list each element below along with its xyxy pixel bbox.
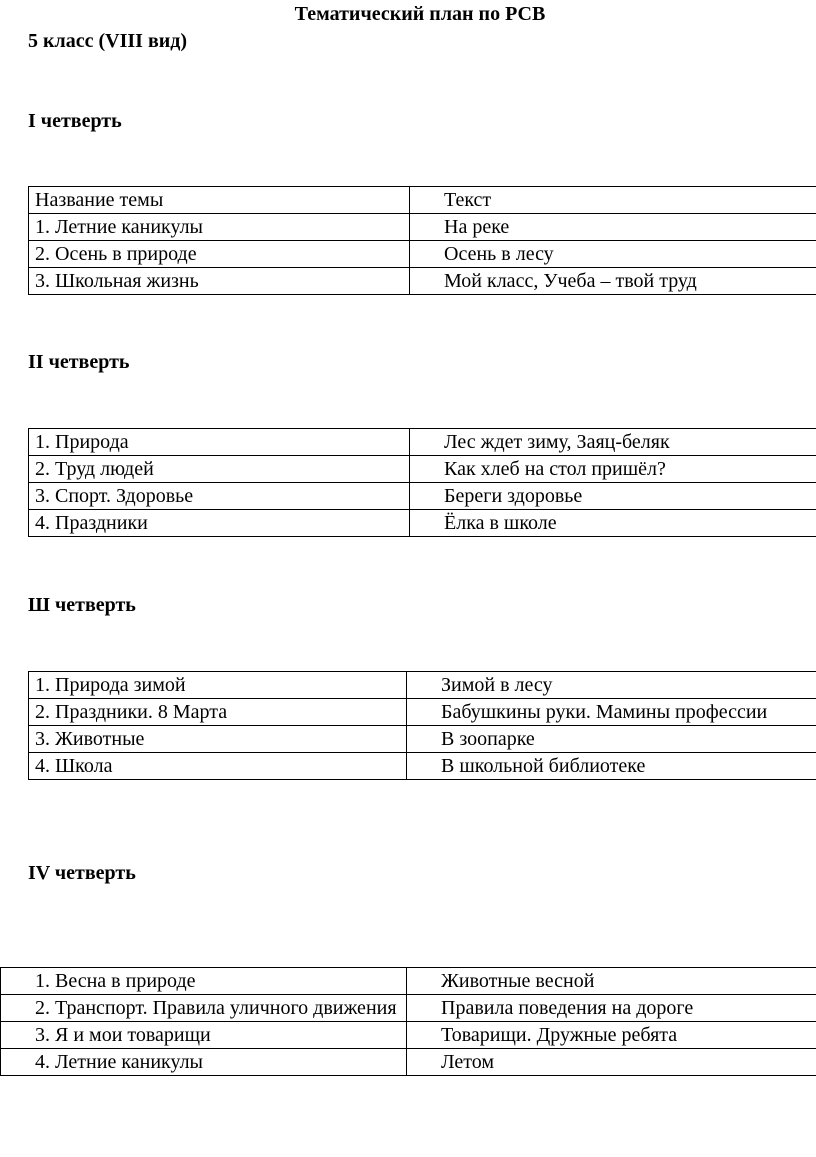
text-cell: Лес ждет зиму, Заяц-беляк <box>410 429 816 456</box>
table-row <box>29 187 816 214</box>
text-cell: На реке <box>410 214 816 241</box>
topic-cell: 2. Труд людей <box>29 456 410 483</box>
quarter-heading: II четверть <box>28 351 130 373</box>
document-title: Тематический план по РСВ <box>294 3 546 25</box>
table-row <box>1 995 816 1022</box>
topic-cell: 3. Школьная жизнь <box>29 268 410 295</box>
quarter-table <box>28 186 816 295</box>
quarter-heading: IV четверть <box>28 862 136 884</box>
table-row <box>29 483 816 510</box>
grade-subtitle: 5 класс (VIII вид) <box>28 30 188 52</box>
table-row <box>29 753 816 780</box>
topic-cell: 2. Праздники. 8 Марта <box>29 699 407 726</box>
table-row <box>1 1022 816 1049</box>
text-cell: Зимой в лесу <box>407 672 816 699</box>
text-cell: Летом <box>407 1049 816 1076</box>
topic-cell: 1. Природа <box>29 429 410 456</box>
quarter-table <box>28 428 816 537</box>
text-cell: Мой класс, Учеба – твой труд <box>410 268 816 295</box>
text-cell: В школьной библиотеке <box>407 753 816 780</box>
table-row <box>29 510 816 537</box>
text-cell: В зоопарке <box>407 726 816 753</box>
topic-cell: 4. Школа <box>29 753 407 780</box>
table-row <box>29 456 816 483</box>
quarter-heading: Ш четверть <box>28 594 136 616</box>
quarter-table <box>28 671 816 780</box>
topic-cell: 1. Природа зимой <box>29 672 407 699</box>
table-header-cell: Текст <box>410 187 816 214</box>
table-row <box>29 241 816 268</box>
topic-cell: 3. Животные <box>29 726 407 753</box>
text-cell: Береги здоровье <box>410 483 816 510</box>
topic-cell: 1. Весна в природе <box>1 968 407 995</box>
table-row <box>29 214 816 241</box>
text-cell: Ёлка в школе <box>410 510 816 537</box>
table-row <box>29 429 816 456</box>
table-row <box>29 699 816 726</box>
table-row <box>1 968 816 995</box>
topic-cell: 4. Праздники <box>29 510 410 537</box>
table-row <box>29 672 816 699</box>
table-header-cell: Название темы <box>29 187 410 214</box>
text-cell: Животные весной <box>407 968 816 995</box>
quarter-table <box>0 967 816 1076</box>
topic-cell: 1. Летние каникулы <box>29 214 410 241</box>
topic-cell: 2. Осень в природе <box>29 241 410 268</box>
topic-cell: 3. Я и мои товарищи <box>1 1022 407 1049</box>
table-row <box>29 268 816 295</box>
text-cell: Товарищи. Дружные ребята <box>407 1022 816 1049</box>
topic-cell: 2. Транспорт. Правила уличного движения <box>1 995 407 1022</box>
table-row <box>29 726 816 753</box>
text-cell: Как хлеб на стол пришёл? <box>410 456 816 483</box>
text-cell: Осень в лесу <box>410 241 816 268</box>
topic-cell: 3. Спорт. Здоровье <box>29 483 410 510</box>
text-cell: Бабушкины руки. Мамины профессии <box>407 699 816 726</box>
quarter-heading: I четверть <box>28 110 122 132</box>
table-row <box>1 1049 816 1076</box>
text-cell: Правила поведения на дороге <box>407 995 816 1022</box>
topic-cell: 4. Летние каникулы <box>1 1049 407 1076</box>
